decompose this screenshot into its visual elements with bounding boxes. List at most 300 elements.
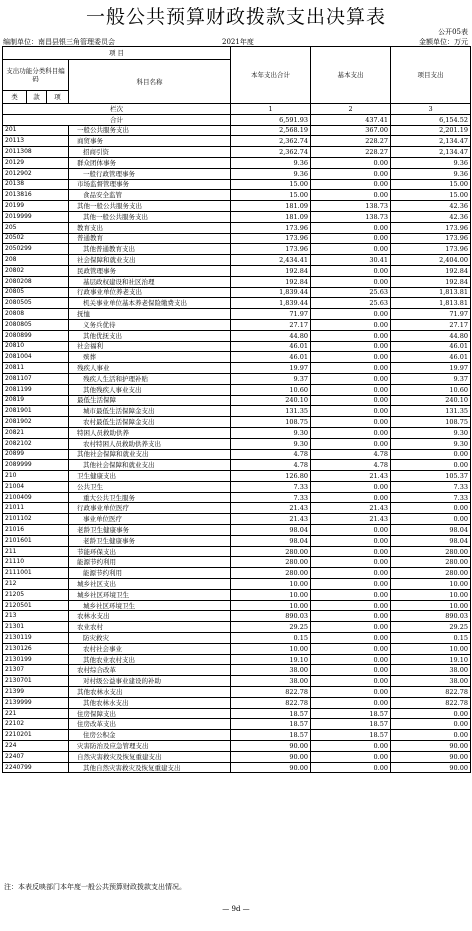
subject-code: 21011	[3, 503, 69, 514]
basic-amount: 4.78	[311, 460, 391, 471]
total-amount: 19.97	[231, 363, 311, 374]
total-amount: 173.96	[231, 244, 311, 255]
project-amount: 10.00	[391, 579, 471, 590]
project-amount: 0.00	[391, 503, 471, 514]
subject-name: 其他农业农村支出	[69, 654, 231, 665]
total-amount: 890.03	[231, 611, 311, 622]
table-row	[3, 579, 471, 590]
subject-name: 自然灾害救灾及恢复重建支出	[69, 751, 231, 762]
table-row	[3, 373, 471, 384]
project-amount: 29.25	[391, 622, 471, 633]
project-amount: 27.17	[391, 319, 471, 330]
subject-name: 抚恤	[69, 309, 231, 320]
total-amount: 9.36	[231, 157, 311, 168]
subject-code: 20810	[3, 341, 69, 352]
total-amount: 173.96	[231, 233, 311, 244]
subject-name: 机关事业单位基本养老保险缴费支出	[69, 298, 231, 309]
table-row	[3, 535, 471, 546]
project-amount: 15.00	[391, 190, 471, 201]
subject-code: 2081107	[3, 373, 69, 384]
basic-amount: 0.00	[311, 622, 391, 633]
table-row	[3, 287, 471, 298]
total-amount: 46.01	[231, 341, 311, 352]
subject-code: 2120501	[3, 600, 69, 611]
subject-name: 残疾人事业	[69, 363, 231, 374]
subject-code: 21004	[3, 481, 69, 492]
project-amount: 9.36	[391, 157, 471, 168]
lanci-1: 1	[231, 104, 311, 115]
total-amount: 9.30	[231, 438, 311, 449]
expenditure-table	[2, 46, 471, 773]
table-row	[3, 319, 471, 330]
table-row	[3, 136, 471, 147]
project-amount: 890.03	[391, 611, 471, 622]
project-amount: 38.00	[391, 665, 471, 676]
subject-code: 2019999	[3, 211, 69, 222]
basic-amount: 0.00	[311, 276, 391, 287]
total-col2: 437.41	[311, 114, 391, 125]
project-amount: 15.00	[391, 179, 471, 190]
subject-code: 2080208	[3, 276, 69, 287]
basic-amount: 0.00	[311, 525, 391, 536]
table-row	[3, 211, 471, 222]
subject-name: 老龄卫生健康事务	[69, 525, 231, 536]
project-amount: 10.00	[391, 643, 471, 654]
subject-code: 21016	[3, 525, 69, 536]
basic-amount: 367.00	[311, 125, 391, 136]
table-row	[3, 460, 471, 471]
subject-name: 事业单位医疗	[69, 514, 231, 525]
header-xiang: 项	[47, 91, 69, 104]
total-amount: 18.57	[231, 708, 311, 719]
total-amount: 10.60	[231, 384, 311, 395]
subject-code: 2012902	[3, 168, 69, 179]
subject-code: 20811	[3, 363, 69, 374]
table-row	[3, 719, 471, 730]
table-row	[3, 546, 471, 557]
total-col3: 6,154.52	[391, 114, 471, 125]
total-amount: 9.30	[231, 427, 311, 438]
project-amount: 0.00	[391, 708, 471, 719]
project-amount: 822.78	[391, 697, 471, 708]
table-row	[3, 449, 471, 460]
project-amount: 10.00	[391, 600, 471, 611]
subject-name: 农业农村	[69, 622, 231, 633]
subject-code: 2081902	[3, 417, 69, 428]
basic-amount: 228.27	[311, 136, 391, 147]
subject-code: 2240799	[3, 762, 69, 773]
basic-amount: 18.57	[311, 730, 391, 741]
total-amount: 0.15	[231, 633, 311, 644]
project-amount: 0.00	[391, 719, 471, 730]
lanci-2: 2	[311, 104, 391, 115]
basic-amount: 0.00	[311, 330, 391, 341]
project-amount: 280.00	[391, 546, 471, 557]
basic-amount: 0.00	[311, 600, 391, 611]
basic-amount: 0.00	[311, 319, 391, 330]
table-row	[3, 492, 471, 503]
subject-name: 群众团体事务	[69, 157, 231, 168]
basic-amount: 0.00	[311, 244, 391, 255]
basic-amount: 0.00	[311, 373, 391, 384]
table-row	[3, 147, 471, 158]
subject-name: 能源节约利用	[69, 568, 231, 579]
total-amount: 131.35	[231, 406, 311, 417]
subject-code: 2130701	[3, 676, 69, 687]
subject-name: 公共卫生	[69, 481, 231, 492]
subject-code: 221	[3, 708, 69, 719]
subject-name: 其他农林水支出	[69, 687, 231, 698]
subject-name: 其他一般公共服务支出	[69, 211, 231, 222]
header-project: 项 目	[3, 47, 231, 60]
currency-unit: 金额单位：万元	[419, 38, 468, 46]
table-row	[3, 751, 471, 762]
basic-amount: 0.00	[311, 665, 391, 676]
subject-name: 农村综合改革	[69, 665, 231, 676]
total-col1: 6,591.93	[231, 114, 311, 125]
basic-amount: 21.43	[311, 503, 391, 514]
total-amount: 10.00	[231, 579, 311, 590]
subject-name: 城乡社区支出	[69, 579, 231, 590]
project-amount: 38.00	[391, 676, 471, 687]
basic-amount: 25.63	[311, 298, 391, 309]
subject-code: 2130199	[3, 654, 69, 665]
project-amount: 280.00	[391, 557, 471, 568]
subject-name: 农村社会事业	[69, 643, 231, 654]
subject-code: 2139999	[3, 697, 69, 708]
subject-name: 城乡社区环境卫生	[69, 600, 231, 611]
table-row	[3, 622, 471, 633]
subject-code: 212	[3, 579, 69, 590]
project-amount: 46.01	[391, 352, 471, 363]
basic-amount: 228.27	[311, 147, 391, 158]
total-amount: 18.57	[231, 730, 311, 741]
header-subject-name: 科目名称	[69, 60, 231, 104]
total-amount: 280.00	[231, 568, 311, 579]
total-amount: 15.00	[231, 190, 311, 201]
subject-name: 农村特困人员救助供养支出	[69, 438, 231, 449]
total-amount: 9.36	[231, 168, 311, 179]
basic-amount: 0.00	[311, 395, 391, 406]
subject-code: 20808	[3, 309, 69, 320]
subject-code: 2100409	[3, 492, 69, 503]
basic-amount: 0.00	[311, 417, 391, 428]
subject-code: 2081199	[3, 384, 69, 395]
project-amount: 1,813.81	[391, 298, 471, 309]
table-row	[3, 190, 471, 201]
total-amount: 7.33	[231, 492, 311, 503]
total-amount: 1,839.44	[231, 298, 311, 309]
project-amount: 2,404.00	[391, 255, 471, 266]
compiling-unit: 编制单位：南昌县银三角管理委员会	[3, 38, 115, 46]
basic-amount: 138.73	[311, 211, 391, 222]
subject-name: 市场监督管理事务	[69, 179, 231, 190]
row-total-label: 合计	[3, 114, 231, 125]
subject-code: 2082102	[3, 438, 69, 449]
table-row	[3, 265, 471, 276]
table-row	[3, 157, 471, 168]
table-row	[3, 654, 471, 665]
table-row	[3, 600, 471, 611]
subject-code: 20802	[3, 265, 69, 276]
basic-amount: 0.00	[311, 190, 391, 201]
total-amount: 46.01	[231, 352, 311, 363]
subject-name: 灾害防治及应急管理支出	[69, 741, 231, 752]
subject-name: 城市最低生活保障金支出	[69, 406, 231, 417]
project-amount: 7.33	[391, 481, 471, 492]
subject-code: 2130119	[3, 633, 69, 644]
basic-amount: 0.00	[311, 557, 391, 568]
subject-name: 其他一般公共服务支出	[69, 201, 231, 212]
basic-amount: 0.00	[311, 438, 391, 449]
table-row	[3, 341, 471, 352]
total-amount: 90.00	[231, 762, 311, 773]
basic-amount: 0.00	[311, 535, 391, 546]
subject-code: 21301	[3, 622, 69, 633]
basic-amount: 0.00	[311, 309, 391, 320]
project-amount: 173.96	[391, 233, 471, 244]
subject-name: 住房改革支出	[69, 719, 231, 730]
subject-name: 行政事业单位养老支出	[69, 287, 231, 298]
total-amount: 98.04	[231, 525, 311, 536]
subject-code: 22407	[3, 751, 69, 762]
total-amount: 9.37	[231, 373, 311, 384]
basic-amount: 0.00	[311, 633, 391, 644]
basic-amount: 0.00	[311, 687, 391, 698]
project-amount: 7.33	[391, 492, 471, 503]
table-row	[3, 730, 471, 741]
basic-amount: 0.00	[311, 157, 391, 168]
subject-name: 教育支出	[69, 222, 231, 233]
project-amount: 0.00	[391, 449, 471, 460]
basic-amount: 0.00	[311, 676, 391, 687]
project-amount: 192.84	[391, 265, 471, 276]
total-amount: 10.00	[231, 643, 311, 654]
project-amount: 173.96	[391, 222, 471, 233]
project-amount: 0.00	[391, 460, 471, 471]
basic-amount: 0.00	[311, 168, 391, 179]
table-row	[3, 557, 471, 568]
subject-name: 殡葬	[69, 352, 231, 363]
table-row	[3, 697, 471, 708]
table-row	[3, 363, 471, 374]
table-row	[3, 611, 471, 622]
project-amount: 42.36	[391, 211, 471, 222]
subject-code: 224	[3, 741, 69, 752]
subject-name: 节能环保支出	[69, 546, 231, 557]
total-amount: 38.00	[231, 665, 311, 676]
total-amount: 4.78	[231, 460, 311, 471]
total-amount: 280.00	[231, 557, 311, 568]
subject-code: 21307	[3, 665, 69, 676]
subject-name: 义务兵优待	[69, 319, 231, 330]
subject-name: 食品安全监管	[69, 190, 231, 201]
basic-amount: 0.00	[311, 222, 391, 233]
total-amount: 822.78	[231, 687, 311, 698]
subject-code: 21399	[3, 687, 69, 698]
fiscal-year: 2021年度	[222, 38, 254, 46]
total-amount: 10.00	[231, 600, 311, 611]
subject-name: 社会保障和就业支出	[69, 255, 231, 266]
subject-name: 住房公积金	[69, 730, 231, 741]
project-amount: 2,201.19	[391, 125, 471, 136]
basic-amount: 21.43	[311, 471, 391, 482]
basic-amount: 0.00	[311, 363, 391, 374]
total-amount: 27.17	[231, 319, 311, 330]
project-amount: 9.30	[391, 438, 471, 449]
subject-name: 对村级公益事业建设的补助	[69, 676, 231, 687]
total-amount: 4.78	[231, 449, 311, 460]
page-footer: — 9d —	[222, 905, 250, 913]
total-amount: 2,568.19	[231, 125, 311, 136]
subject-name: 普通教育	[69, 233, 231, 244]
basic-amount: 4.78	[311, 449, 391, 460]
total-amount: 10.00	[231, 589, 311, 600]
project-amount: 44.80	[391, 330, 471, 341]
total-amount: 98.04	[231, 535, 311, 546]
subject-code: 2050299	[3, 244, 69, 255]
page-title: 一般公共预算财政拨款支出决算表	[85, 6, 386, 28]
project-amount: 71.97	[391, 309, 471, 320]
subject-code: 2101102	[3, 514, 69, 525]
subject-name: 其他残疾人事业支出	[69, 384, 231, 395]
table-row	[3, 233, 471, 244]
subject-code: 21205	[3, 589, 69, 600]
total-amount: 15.00	[231, 179, 311, 190]
subject-name: 社会福利	[69, 341, 231, 352]
subject-code: 20502	[3, 233, 69, 244]
subject-name: 其他优抚支出	[69, 330, 231, 341]
table-row	[3, 179, 471, 190]
subject-code: 20819	[3, 395, 69, 406]
project-amount: 90.00	[391, 751, 471, 762]
subject-code: 20129	[3, 157, 69, 168]
basic-amount: 30.41	[311, 255, 391, 266]
table-row	[3, 589, 471, 600]
basic-amount: 0.00	[311, 751, 391, 762]
basic-amount: 0.00	[311, 697, 391, 708]
subject-name: 其他普通教育支出	[69, 244, 231, 255]
total-amount: 90.00	[231, 741, 311, 752]
basic-amount: 0.00	[311, 643, 391, 654]
basic-amount: 25.63	[311, 287, 391, 298]
subject-code: 205	[3, 222, 69, 233]
subject-name: 商贸事务	[69, 136, 231, 147]
subject-name: 一般公共服务支出	[69, 125, 231, 136]
total-amount: 181.09	[231, 201, 311, 212]
subject-name: 最低生活保障	[69, 395, 231, 406]
subject-code: 2130126	[3, 643, 69, 654]
subject-code: 20805	[3, 287, 69, 298]
row-lanci: 栏次	[3, 104, 231, 115]
table-row	[3, 633, 471, 644]
subject-name: 能源节约利用	[69, 557, 231, 568]
table-row	[3, 471, 471, 482]
subject-name: 其他自然灾害救灾及恢复重建支出	[69, 762, 231, 773]
subject-code: 213	[3, 611, 69, 622]
basic-amount: 0.00	[311, 589, 391, 600]
total-amount: 822.78	[231, 697, 311, 708]
project-amount: 2,134.47	[391, 136, 471, 147]
basic-amount: 0.00	[311, 654, 391, 665]
subject-code: 22102	[3, 719, 69, 730]
table-row	[3, 352, 471, 363]
total-amount: 18.57	[231, 719, 311, 730]
subject-name: 其他社会保障和就业支出	[69, 460, 231, 471]
basic-amount: 0.00	[311, 341, 391, 352]
total-amount: 192.84	[231, 265, 311, 276]
total-amount: 173.96	[231, 222, 311, 233]
subject-code: 2013816	[3, 190, 69, 201]
subject-name: 一般行政管理事务	[69, 168, 231, 179]
total-amount: 2,362.74	[231, 136, 311, 147]
table-row	[3, 125, 471, 136]
total-amount: 192.84	[231, 276, 311, 287]
table-row	[3, 222, 471, 233]
project-amount: 19.10	[391, 654, 471, 665]
header-project-exp: 项目支出	[391, 47, 471, 104]
subject-code: 2080505	[3, 298, 69, 309]
subject-code: 20138	[3, 179, 69, 190]
basic-amount: 18.57	[311, 719, 391, 730]
project-amount: 9.36	[391, 168, 471, 179]
project-amount: 105.37	[391, 471, 471, 482]
subject-name: 卫生健康支出	[69, 471, 231, 482]
header-total: 本年支出合计	[231, 47, 311, 104]
total-amount: 280.00	[231, 546, 311, 557]
table-row	[3, 276, 471, 287]
subject-code: 2111001	[3, 568, 69, 579]
total-amount: 38.00	[231, 676, 311, 687]
subject-code: 208	[3, 255, 69, 266]
total-amount: 21.43	[231, 503, 311, 514]
table-row	[3, 438, 471, 449]
table-row	[3, 514, 471, 525]
basic-amount: 18.57	[311, 708, 391, 719]
project-amount: 9.30	[391, 427, 471, 438]
table-row	[3, 244, 471, 255]
basic-amount: 0.00	[311, 481, 391, 492]
subject-code: 21110	[3, 557, 69, 568]
project-amount: 1,813.81	[391, 287, 471, 298]
subject-code: 211	[3, 546, 69, 557]
project-amount: 46.01	[391, 341, 471, 352]
basic-amount: 0.00	[311, 546, 391, 557]
header-code: 支出功能分类科目编码	[3, 60, 69, 91]
basic-amount: 0.00	[311, 384, 391, 395]
basic-amount: 0.00	[311, 427, 391, 438]
table-row	[3, 568, 471, 579]
basic-amount: 0.00	[311, 352, 391, 363]
subject-code: 2081004	[3, 352, 69, 363]
project-amount: 90.00	[391, 762, 471, 773]
project-amount: 2,134.47	[391, 147, 471, 158]
total-amount: 7.33	[231, 481, 311, 492]
basic-amount: 0.00	[311, 611, 391, 622]
table-row	[3, 525, 471, 536]
table-row	[3, 427, 471, 438]
total-amount: 71.97	[231, 309, 311, 320]
total-amount: 19.10	[231, 654, 311, 665]
basic-amount: 0.00	[311, 492, 391, 503]
basic-amount: 0.00	[311, 233, 391, 244]
table-row	[3, 676, 471, 687]
table-row	[3, 665, 471, 676]
basic-amount: 0.00	[311, 762, 391, 773]
project-amount: 280.00	[391, 568, 471, 579]
table-row	[3, 406, 471, 417]
subject-code: 2011308	[3, 147, 69, 158]
